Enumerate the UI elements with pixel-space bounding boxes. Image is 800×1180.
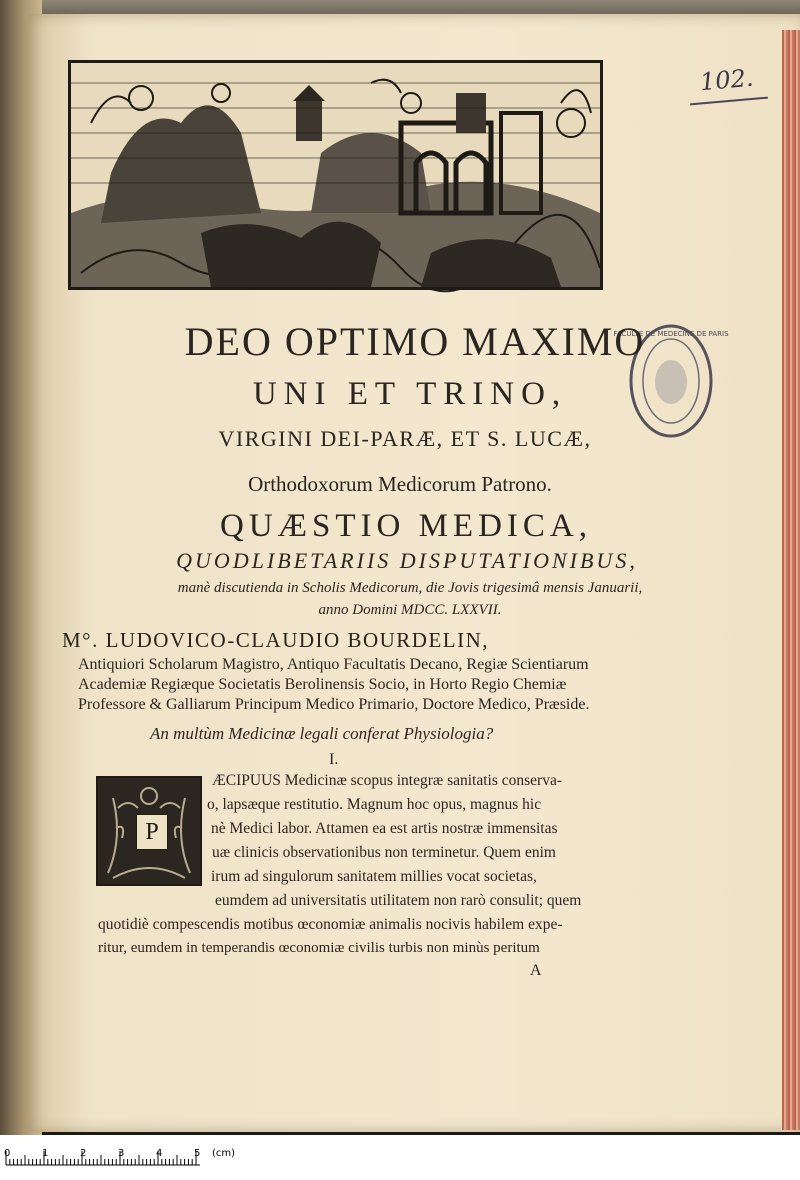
ruler-label-3: 3 <box>118 1148 125 1159</box>
decorated-initial <box>96 776 202 886</box>
title-line-5: QUÆSTIO MEDICA, <box>220 508 592 544</box>
ruler-label-2: 2 <box>80 1148 87 1159</box>
president-name: M°. LUDOVICO-CLAUDIO BOURDELIN, <box>62 628 490 652</box>
title-line-4: Orthodoxorum Medicorum Patrono. <box>248 472 552 496</box>
body-line-5: irum ad singulorum sanitatem millies vocat societas, <box>211 868 537 885</box>
president-line-1: Antiquiori Scholarum Magistro, Antiquo Facultatis Decano, Regiæ Scientiarum <box>78 656 589 673</box>
title-line-8: anno Domini MDCC. LXXVII. <box>318 602 502 618</box>
body-line-7: quotidiè compescendis motibus œconomiæ animalis nocivis habilem expe- <box>98 916 563 933</box>
president-line-2: Academiæ Regiæque Societatis Berolinensis Socio, in Horto Regio Chemiæ <box>78 676 567 693</box>
ruler-unit: (cm) <box>212 1148 236 1159</box>
initial-letter: P <box>136 814 168 850</box>
body-line-6: eumdem ad universitatis utilitatem non rarò consulit; quem <box>215 892 582 909</box>
title-line-6: QUODLIBETARIIS DISPUTATIONIBUS, <box>176 548 638 573</box>
catchword: A <box>530 962 542 979</box>
thesis-question: An multùm Medicinæ legali conferat Physiologia? <box>150 724 494 743</box>
title-line-7: manè discutienda in Scholis Medicorum, die Jovis trigesimâ mensis Januarii, <box>177 580 643 596</box>
body-line-1: ÆCIPUUS Medicinæ scopus integræ sanitatis conserva- <box>212 772 563 789</box>
body-line-4: uæ clinicis observationibus non terminetur. Quem enim <box>212 844 556 861</box>
title-line-3: VIRGINI DEI-PARÆ, ET S. LUCÆ, <box>218 426 592 451</box>
page-number: 102. <box>698 63 755 97</box>
body-line-2: o, lapsæque restitutio. Magnum hoc opus, magnus hic <box>207 796 542 813</box>
stamp-text: FACULTE DE MEDECINE DE PARIS <box>613 330 729 338</box>
body-line-8: ritur, eumdem in temperandis œconomiæ civilis turbis non minùs peritum <box>98 940 540 956</box>
section-number: I. <box>329 751 339 768</box>
ruler-label-4: 4 <box>156 1148 163 1159</box>
ruler-label-1: 1 <box>42 1148 49 1159</box>
body-line-3: nè Medici labor. Attamen ea est artis nostræ immensitas <box>211 820 558 837</box>
title-line-2: UNI ET TRINO, <box>252 376 568 412</box>
president-line-3: Professore & Galliarum Principum Medico Primario, Doctore Medico, Præside. <box>78 696 590 713</box>
ruler-label-5: 5 <box>194 1148 201 1159</box>
ornamental-landscape-woodcut-icon <box>68 60 603 290</box>
title-line-1: DEO OPTIMO MAXIMO <box>184 319 646 364</box>
ruler-label-0: 0 <box>4 1148 11 1159</box>
